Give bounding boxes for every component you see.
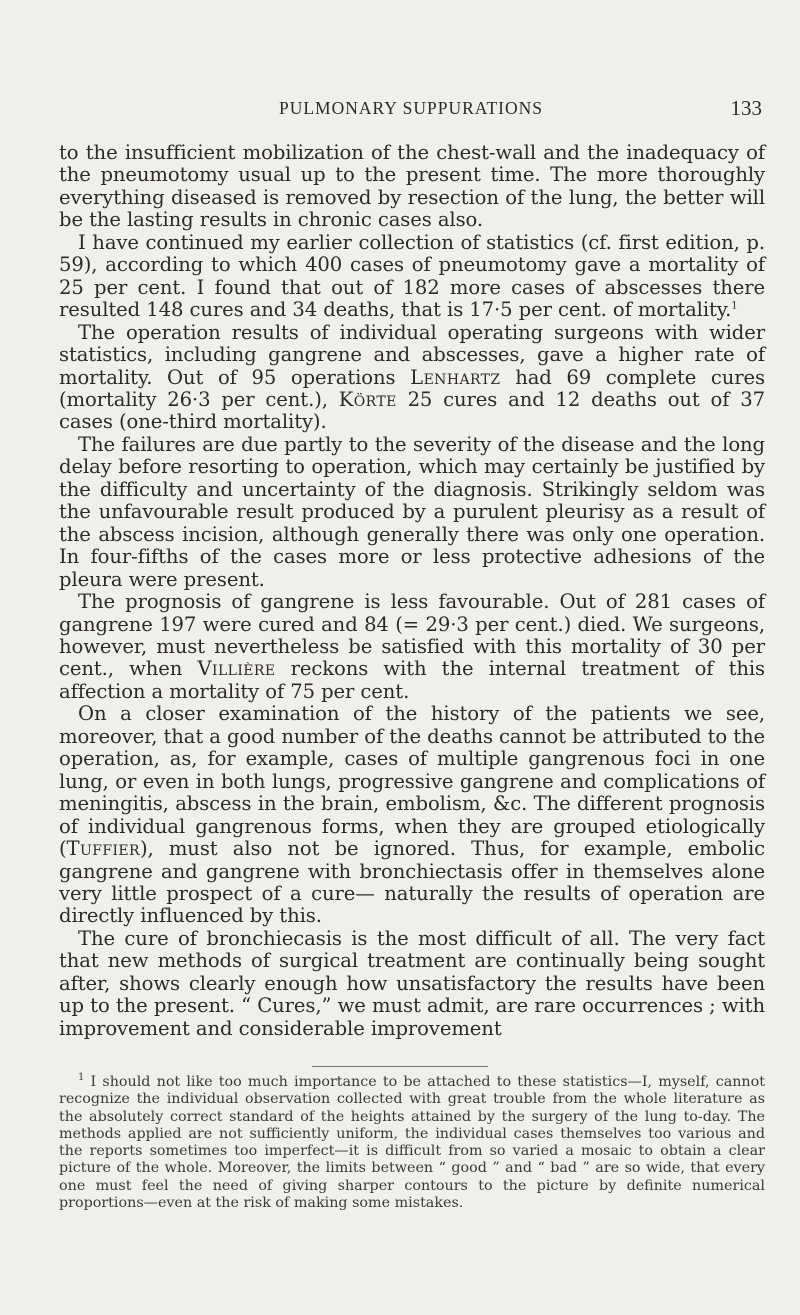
paragraph-text: The cure of bronchiecasis is the most difficult of all. The very fact that new methods of surgical treatment are continually being sought after, shows clearly enough how unsatisfactory the results have been up to the present. “ Cures,” we must admit, are rare occurrences ; with improvement and considerable improvement: [59, 926, 765, 1040]
paragraph: [59, 232, 765, 322]
paragraph-text: 25 cures and 12 deaths out of 37 cases (one-third mortality).: [59, 387, 765, 434]
paragraph: [59, 591, 765, 703]
paragraph: [59, 928, 765, 1040]
paragraph-text: On a closer examination of the history of the patients we see, moreover, that a good number of the deaths cannot be attributed to the operation, as, for example, cases of multiple gangrenous foci in one lung, or even in both lungs, progressive gangrene and complications of meningitis, abscess in the brain, embolism, &c. The different prognosis of individual gangrenous forms, when they are grouped etiologically (: [59, 702, 765, 861]
running-title: PULMONARY SUPPURATIONS: [279, 98, 543, 118]
paragraph: [59, 142, 765, 232]
paragraph-text: I have continued my earlier collection of statistics (cf. first edition, p. 59), according to which 400 cases of pneumotomy gave a mortality of 25 per cent. I found that out of 182 more cases of abscesses there resulted 148 cures and 34 deaths, that is 17·5 per cent. of mortality.: [59, 230, 765, 322]
paragraph: [59, 434, 765, 591]
footnote: [59, 1074, 765, 1212]
page-number: 133: [730, 96, 762, 120]
paragraph-text: reckons with the internal treatment of this affection a mortality of 75 per cent.: [59, 657, 765, 703]
paragraph: [59, 703, 765, 928]
running-head: [60, 96, 762, 126]
paragraph-text: The failures are due partly to the severity of the disease and the long delay before resorting to operation, which may certainly be justified by the difficulty and uncertainty of the diagnosis. Strikingly seldom was the unfavourable result produced by a purulent pleurisy as a result of the abscess incision, although generally there was only one operation. In four-fifths of the cases more or less protective adhesions of the pleura were present.: [59, 432, 765, 591]
surgeon-name: Körte: [338, 387, 397, 411]
author-name: Villière: [197, 657, 276, 681]
body-text: [59, 142, 765, 1040]
footnote-reference: 1: [731, 300, 738, 312]
paragraph-text: The operation results of individual operating surgeons with wider statistics, including gangrene and abscesses, gave a higher rate of mortality. Out of 95 operations: [59, 320, 765, 389]
paragraph-text: The prognosis of gangrene is less favourable. Out of 281 cases of gangrene 197 were cured and 84 (= 29·3 per cent.) died. We surgeons, however, must nevertheless be satisfied with this mortality of 30 per cent., when: [59, 590, 765, 681]
paragraph: [59, 322, 765, 434]
paragraph-text: to the insufficient mobilization of the chest-wall and the inadequacy of the pneumotomy usual up to the present time. The more thoroughly everything diseased is removed by resection of the lung, the better will be the lasting results in chronic cases also.: [59, 141, 765, 232]
author-name: Tuffier: [66, 837, 140, 861]
paragraph-text: had 69 complete cures (mortality 26·3 per cent.),: [59, 365, 765, 411]
surgeon-name: Lenhartz: [410, 365, 501, 389]
footnote-marker: 1: [78, 1072, 85, 1084]
footnote-paragraph: [59, 1074, 765, 1212]
paragraph-text: ), must also not be ignored. Thus, for example, embolic gangrene and gangrene with bronchiectasis offer in themselves alone very little prospect of a cure— naturally the results of operation are directly influenced by this.: [59, 837, 765, 928]
footnote-text: I should not like too much importance to be attached to these statistics—I, myself, cannot recognize the individual observation collected with great trouble from the whole literature as the absolutely correct standard of the heights attained by the surgery of the lung to-day. The methods applied are not sufficiently uniform, the individual cases themselves too various and the reports sometimes too imperfect—it is difficult from so varied a mosaic to obtain a clear picture of the whole. Moreover, the limits between “ good ” and “ bad ” are so wide, that every one must feel the need of giving sharper contours to the picture by definite numerical proportions—even at the risk of making some mistakes.: [59, 1074, 765, 1212]
footnote-divider: [312, 1066, 488, 1067]
